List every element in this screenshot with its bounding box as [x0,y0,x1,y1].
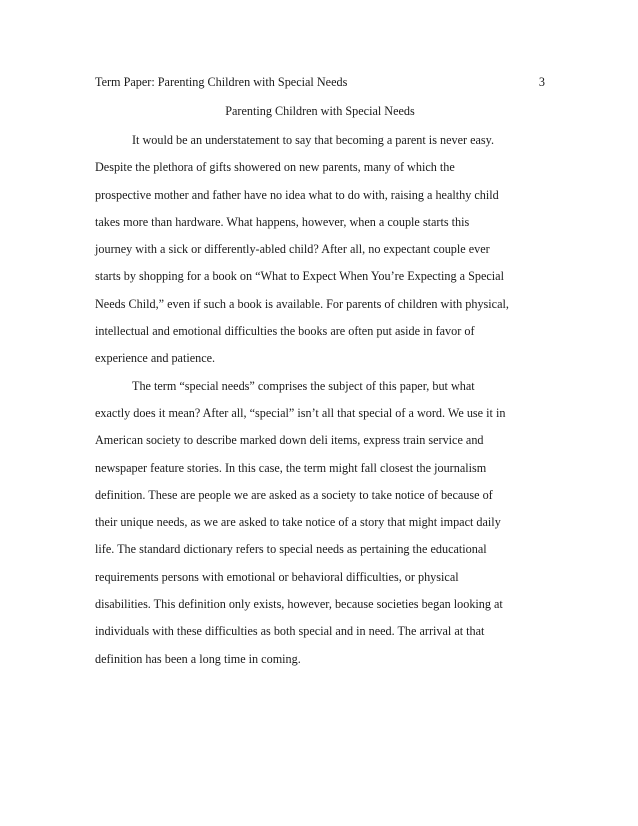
paragraph-2-line-10: individuals with these difficulties as both special and in need. The arrival at that [95,624,485,639]
paragraph-2-line-11: definition has been a long time in coming. [95,651,301,666]
page-header [95,72,545,92]
paragraph-1-line-8: intellectual and emotional difficulties the books are often put aside in favor of [95,324,475,339]
running-header-title: Term Paper: Parenting Children with Special Needs [95,75,348,89]
paragraph-1-line-2: Despite the plethora of gifts showered on new parents, many of which the [95,160,455,175]
body-text [95,130,550,676]
paragraph-2-line-7: life. The standard dictionary refers to special needs as pertaining the educational [95,542,487,557]
paper-title: Parenting Children with Special Needs [225,104,415,118]
paragraph-2-line-6: their unique needs, as we are asked to take notice of a story that might impact daily [95,515,501,530]
paragraph-2-line-3: American society to describe marked down deli items, express train service and [95,433,484,448]
paragraph-2-line-9: disabilities. This definition only exists, however, because societies began looking at [95,597,503,612]
paragraph-2-line-5: definition. These are people we are asked as a society to take notice of because of [95,487,493,502]
paragraph-1-line-9: experience and patience. [95,351,216,366]
paragraph-1-line-3: prospective mother and father have no idea what to do with, raising a healthy child [95,187,499,202]
paragraph-2-line-4: newspaper feature stories. In this case, the term might fall closest the journalism [95,460,487,475]
paragraph-1-line-4: takes more than hardware. What happens, however, when a couple starts this [95,214,470,229]
paragraph-1-line-5: journey with a sick or differently-abled child? After all, no expectant couple ever [95,242,490,257]
page-number: 3 [538,75,545,89]
paragraph-1-line-7: Needs Child,” even if such a book is available. For parents of children with physical, [95,296,509,311]
paragraph-2-line-8: requirements persons with emotional or behavioral difficulties, or physical [95,569,459,584]
paragraph-1-line-1: It would be an understatement to say that becoming a parent is never easy. [132,133,495,147]
paragraph-2-line-1: The term “special needs” comprises the subject of this paper, but what [132,378,475,393]
paragraph-1-line-6: starts by shopping for a book on “What to Expect When You’re Expecting a Special [95,269,504,284]
paragraph-2-line-2: exactly does it mean? After all, “special” isn’t all that special of a word. We use it in [95,405,506,420]
